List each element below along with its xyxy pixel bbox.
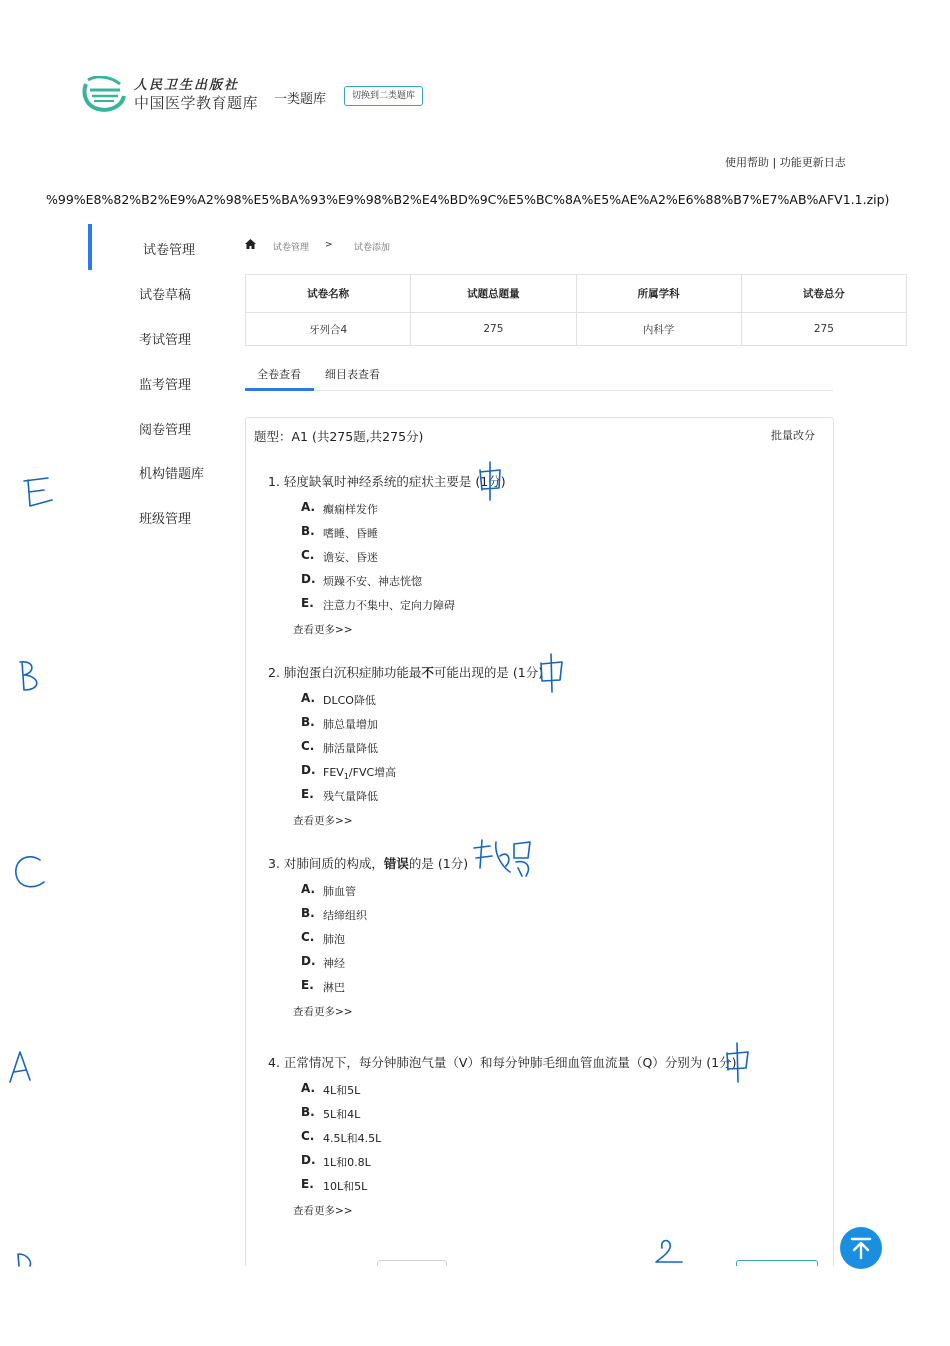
- table-header-row: [246, 275, 907, 313]
- option-text: $FEV_1$/FVC增高: [323, 766, 397, 782]
- question-title: 4. 正常情况下，每分钟肺泡气量（V）和每分钟肺毛细血管血流量（Q）分别为 (1分): [268, 1055, 737, 1070]
- option-letter: A.: [301, 500, 316, 514]
- option-text: 嗜睡、昏睡: [323, 527, 378, 540]
- sidebar-item-wrong-question-bank[interactable]: 机构错题库: [139, 467, 205, 482]
- option-text: 淋巴: [323, 981, 345, 994]
- option-text: 肺总量增加: [323, 718, 378, 731]
- handwritten-answer-b: [20, 662, 37, 690]
- option-letter: C.: [301, 739, 315, 753]
- handwritten-answer-e: [24, 478, 52, 506]
- tab-active-indicator: [245, 388, 314, 391]
- help-changelog-links[interactable]: 使用帮助 | 功能更新日志: [725, 156, 846, 169]
- arrow-up-icon: [840, 1227, 882, 1269]
- option-text: 癫痫样发作: [323, 503, 378, 516]
- handwritten-answer-a: [10, 1052, 30, 1082]
- back-to-top-button[interactable]: [840, 1227, 882, 1269]
- option-text: 4L和5L: [323, 1084, 361, 1097]
- sidebar-item-exam-management[interactable]: 考试管理: [139, 333, 192, 348]
- question-title: 1. 轻度缺氧时神经系统的症状主要是 (1分): [268, 474, 506, 489]
- tab-detail-table[interactable]: 细目表查看: [325, 368, 380, 381]
- option-letter: C.: [301, 1129, 315, 1143]
- table-cell-total-score: 275: [741, 313, 906, 346]
- option-text: DLCO降低: [323, 694, 376, 707]
- option-text: 1L和0.8L: [323, 1156, 371, 1169]
- question-title: 2. 肺泡蛋白沉积症肺功能最不可能出现的是 (1分): [268, 665, 544, 680]
- page-bottom-cutoff: [0, 1266, 950, 1346]
- option-letter: B.: [301, 906, 315, 920]
- option-text: 残气量降低: [323, 790, 378, 803]
- option-letter: A.: [301, 1081, 316, 1095]
- logo-publisher-text: 人民卫生出版社: [134, 78, 240, 93]
- table-cell-question-count: 275: [411, 313, 576, 346]
- view-more-link[interactable]: 查看更多>>: [293, 1205, 353, 1217]
- sidebar-item-grading-management[interactable]: 阅卷管理: [139, 423, 192, 438]
- question-type-title: 题型：A1 (共275题,共275分): [254, 429, 424, 444]
- sidebar-item-class-management[interactable]: 班级管理: [139, 512, 192, 527]
- option-letter: E.: [301, 978, 314, 992]
- breadcrumb-paper-management[interactable]: 试卷管理: [273, 243, 310, 253]
- home-icon[interactable]: [245, 239, 256, 249]
- option-text: 肺血管: [323, 885, 356, 898]
- switch-bank-button[interactable]: 切换到二类题库: [344, 86, 423, 106]
- option-text: 谵妄、昏迷: [323, 551, 378, 564]
- option-letter: B.: [301, 715, 315, 729]
- table-cell-paper-name: 牙列合4: [246, 313, 411, 346]
- view-more-link[interactable]: 查看更多>>: [293, 815, 353, 827]
- option-letter: C.: [301, 548, 315, 562]
- option-letter: D.: [301, 763, 316, 777]
- table-cell-subject: 内科学: [576, 313, 741, 346]
- paper-info-table: [245, 274, 907, 346]
- option-letter: C.: [301, 930, 315, 944]
- breadcrumb-paper-add: 试卷添加: [354, 243, 391, 253]
- option-letter: E.: [301, 1177, 314, 1191]
- batch-score-button[interactable]: 批量改分: [771, 429, 815, 442]
- sidebar-item-proctor-management[interactable]: 监考管理: [139, 378, 192, 393]
- table-header-cell: 试卷名称: [246, 275, 411, 313]
- option-text: 结缔组织: [323, 909, 367, 922]
- option-letter: E.: [301, 596, 314, 610]
- breadcrumb-separator: >: [325, 240, 333, 250]
- option-letter: B.: [301, 524, 315, 538]
- option-letter: A.: [301, 882, 316, 896]
- logo-title: 中国医学教育题库: [134, 94, 259, 112]
- table-header-cell: 所属学科: [576, 275, 741, 313]
- sidebar-active-indicator: [88, 224, 92, 270]
- publisher-logo-icon: [80, 76, 128, 114]
- option-text: 注意力不集中、定向力障碍: [323, 599, 455, 612]
- download-url-text: %99%E8%82%B2%E9%A2%98%E5%BA%93%E9%98%B2%E4%BD%9C%E5%BC%8A%E5%AE%A2%E6%88%B7%E7%AB%AFV1.1.zip): [46, 192, 890, 207]
- handwritten-answer-c: [16, 857, 44, 887]
- option-text: 烦躁不安、神志恍惚: [323, 575, 422, 588]
- tab-divider: [245, 390, 833, 391]
- option-text: 神经: [323, 957, 345, 970]
- option-text: 5L和4L: [323, 1108, 361, 1121]
- option-text: 4.5L和4.5L: [323, 1132, 382, 1145]
- table-header-cell: 试卷总分: [741, 275, 906, 313]
- option-letter: D.: [301, 572, 316, 586]
- option-letter: D.: [301, 954, 316, 968]
- handwritten-answer-d: [18, 1254, 31, 1266]
- table-row: [246, 313, 907, 346]
- table-header-cell: 试题总题量: [411, 275, 576, 313]
- option-text: 10L和5L: [323, 1180, 368, 1193]
- view-more-link[interactable]: 查看更多>>: [293, 1006, 353, 1018]
- bank-type-label: 一类题库: [274, 92, 327, 107]
- sidebar-item-paper-drafts[interactable]: 试卷草稿: [139, 288, 192, 303]
- option-letter: E.: [301, 787, 314, 801]
- option-text: 肺泡: [323, 933, 345, 946]
- option-letter: D.: [301, 1153, 316, 1167]
- option-letter: A.: [301, 691, 316, 705]
- question-title: 3. 对肺间质的构成，错误的是 (1分): [268, 856, 469, 871]
- option-text: 肺活量降低: [323, 742, 378, 755]
- view-more-link[interactable]: 查看更多>>: [293, 624, 353, 636]
- tab-full-paper[interactable]: 全卷查看: [257, 368, 301, 381]
- sidebar-item-paper-management[interactable]: 试卷管理: [143, 243, 196, 258]
- option-letter: B.: [301, 1105, 315, 1119]
